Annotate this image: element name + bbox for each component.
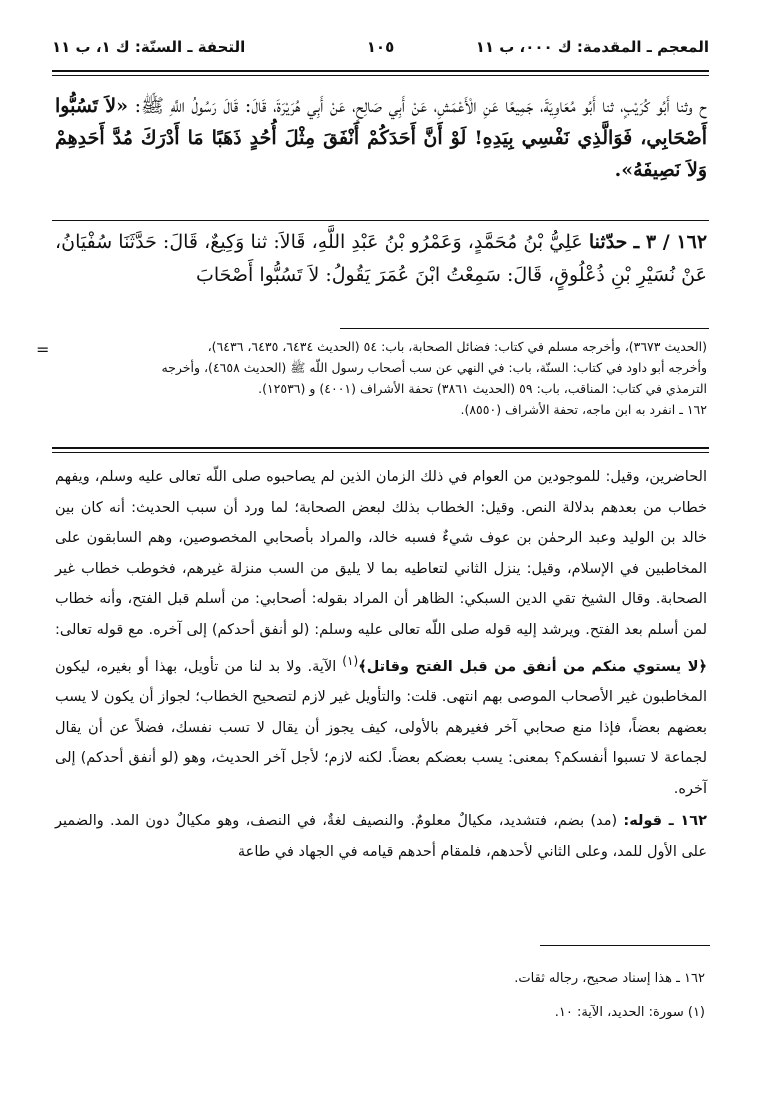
hadith-line-2: أَبِي هُرَيْرَةَ، قَالَ: قَالَ رَسُولُ اللَّهِ ﷺ: [127, 95, 324, 117]
reference-line: وأخرجه أبو داود في كتاب: السنّة، باب: في النهي عن سب أصحاب رسول اللّه ﷺ (الحديث ٤٦٥٨)، وأخرجه [161, 360, 707, 375]
hadith-prophetic-saying-cont: أَحَدَكُمْ أَنْفَقَ مِثْلَ أُحُدٍ ذَهَبًا مَا أَدْرَكَ مُدَّ أَحَدِهِمْ وَلاَ نَصِيفَهُ». [55, 127, 707, 181]
header-rule [52, 70, 709, 76]
footnote-ref: (١) [342, 653, 359, 668]
hadith-162 [55, 226, 707, 292]
hadith-opening: حدّثنا [588, 231, 628, 253]
reference-line: (الحديث ٣٦٧٣)، وأخرجه مسلم في كتاب: فضائل الصحابة، باب: ٥٤ (الحديث ٦٤٣٤، ٦٤٣٥، ٦٤٣٦)، [207, 339, 707, 354]
hadith-162-text-1: عَلِيُّ بْنُ مُحَمَّدٍ، وَعَمْرُو بْنُ عَبْدِ اللَّهِ، قَالاَ: ثنا وَكِيعٌ، قَالَ: حَدَّثَنَا [118, 231, 589, 253]
commentary-rule [52, 447, 709, 453]
commentary-text: الحاضرين، وقيل: للموجودين من العوام في ذلك الزمان الذين لم يصاحبوه صلى اللّه تعالى عليه وسلم، ويفهم خطاب من بعدهم بدلالة النص. وقيل: الخطاب بذلك لبعض الصحابة؛ لما ورد أن سبب الحديث: أنه كان بين خالد بن الوليد وعبد الرحمٰن بن عوف شيءٌ فسبه خالد، والمراد بأصحابي المخصوصين، وهم السابقون على المخاطبين في الإسلام، وقيل: ينزل الثاني لتعاطيه بما لا يليق من السب منزلة غيرهم، فخوطب خطاب غير الصحابة. وقال الشيخ تقي الدين السبكي: الظاهر أن المراد بقوله: أصحابي: من أسلم قبل الفتح، وأنه خطاب لمن أسلم بعد الفتح. ويرشد إليه قوله صلى اللّه تعالى عليه وسلم: (لو أنفق أحدكم) إلى آخره. مع قوله تعالى: [55, 469, 707, 638]
commentary [55, 462, 707, 868]
page-number: ١٠٥ [366, 38, 395, 56]
note-line: ١٦٢ ـ هذا إسناد صحيح، رجاله ثقات. [514, 971, 705, 986]
commentary-text-2: (مد) بضم، فتشديد، مكيالٌ معلومٌ. والنصيف لغةٌ، في النصف، وهو مكيالٌ دون المد. والضمير على الأول للمد، وعلى الثاني لأحدهم، فلمقام أحدهم قيامه في الجهاد في طاعة [55, 813, 707, 860]
running-header [52, 38, 709, 72]
hadith-number: ١٦٢ / ٣ ـ [633, 231, 708, 253]
commentary-text-cont: الآية. ولا بد لنا من تأويل، بهذا أو بغيره، ليكون المخاطبون غير الأصحاب الموصى بهم انتهى. قلت: والتأويل غير لازم لتصحيح الخطاب؛ لجواز أن يكون لا يسب بعضهم بعضاً، فإذا منع صحابي آخر فغيرهم بالأولى، كيف يجوز أن يقال لا تسب نفسك، فضلاً عن أن يقال لجماعة لا تسبوا أنفسكم؟ بمعنى: يسب بعضكم بعضاً. لكنه لازم؛ لأجل آخر الحديث، وهو (لو أنفق أحدكم) إلى آخره. [55, 658, 707, 797]
references [55, 336, 707, 420]
notes [55, 962, 705, 1030]
note-line: (١) سورة: الحديد، الآية: ١٠. [554, 1005, 705, 1020]
header-right: المعجم ـ المقدمة: ك ٠٠٠، ب ١١ [475, 38, 709, 56]
commentary-paragraph-2 [55, 806, 707, 867]
references-rule [340, 328, 709, 329]
quran-verse: ﴿لا يستوي منكم من أنفق من قبل الفتح وقاتل﴾ [358, 658, 707, 675]
commentary-paragraph-1 [55, 462, 707, 804]
hadith-line-1: ح وثنا أَبُو كُرَيْبٍ، ثنا أَبُو مُعَاوِيَةَ، جَمِيعًا عَنِ الْأَعْمَشِ، عَنْ أَبِي صَالِحٍ، عَنْ [329, 95, 707, 117]
hadith-separator [52, 220, 709, 221]
commentary-label: ١٦٢ ـ قوله: [623, 813, 707, 830]
header-left: التحفة ـ السنّة: ك ١، ب ١١ [52, 38, 246, 56]
hadith-prophetic-saying: «لاَ تَسُبُّوا أَصْحَابِي، فَوَالَّذِي نَفْسِي بِيَدِهِ! لَوْ أَنَّ [55, 95, 708, 149]
reference-line: الترمذي في كتاب: المناقب، باب: ٥٩ (الحديث ٣٨٦١) تحفة الأشراف (٤٠٠١) و (١٢٥٣٦). [258, 381, 707, 396]
hadith-162-text-2: سُفْيَانُ، عَنْ نُسَيْرِ بْنِ ذُعْلُوقٍ، قَالَ: سَمِعْتُ ابْنَ عُمَرَ يَقُولُ: لاَ تَسُبُّوا أَصْحَابَ [55, 231, 707, 286]
notes-rule [540, 945, 710, 946]
hadith-text [55, 90, 707, 186]
continuation-marker: = [36, 340, 50, 359]
reference-line: ١٦٢ ـ انفرد به ابن ماجه، تحفة الأشراف (٨٥٥٠). [460, 402, 707, 417]
